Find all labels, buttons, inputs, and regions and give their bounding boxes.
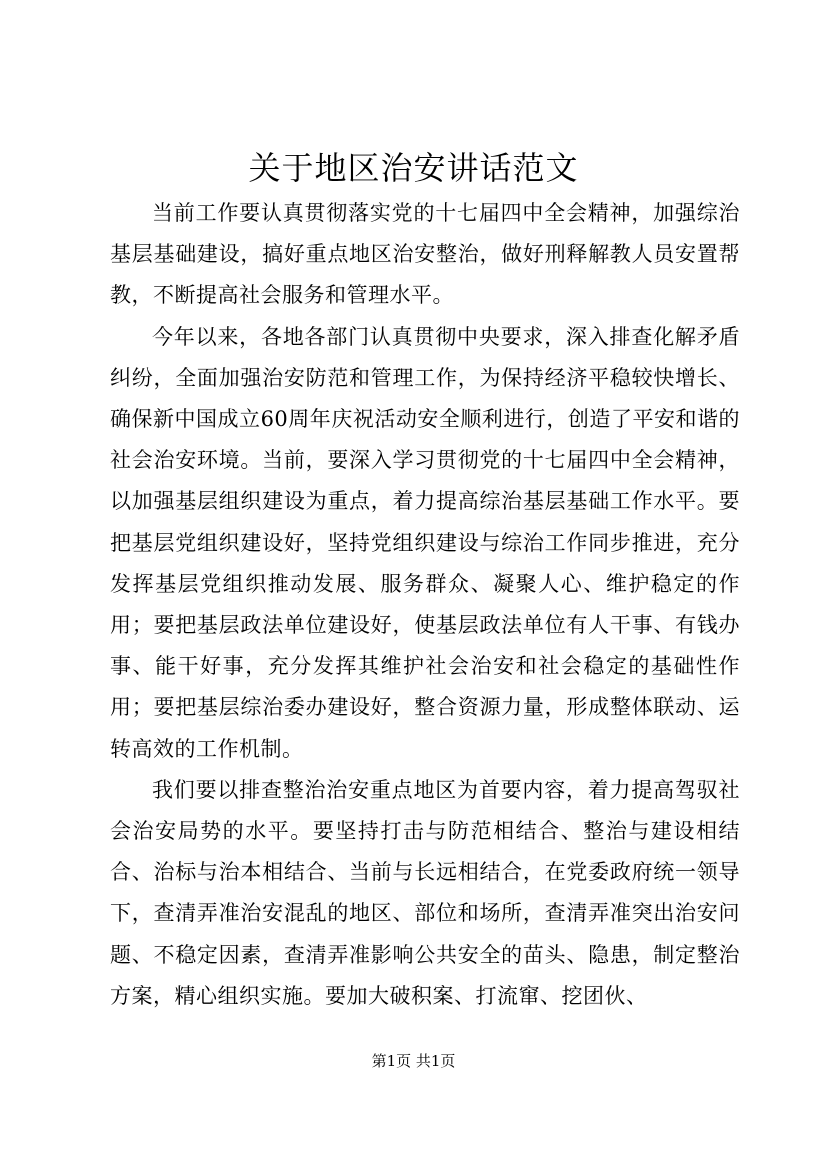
paragraph-3: 我们要以排查整治治安重点地区为首要内容，着力提高驾驭社会治安局势的水平。要坚持打击与防范相结合、整治与建设相结合、治标与治本相结合、当前与长远相结合，在党委政府统一领导下，查清弄准治安混乱的地区、部位和场所，查清弄准突出治安问题、不稳定因素，查清弄准影响公共安全的苗头、隐患，制定整治方案，精心组织实施。要加大破积案、打流窜、挖团伙、 [110, 777, 740, 1008]
document-body [110, 193, 740, 1017]
page-footer: 第1页 共1页 [371, 1052, 456, 1070]
paragraph-2: 今年以来，各地各部门认真贯彻中央要求，深入排查化解矛盾纠纷，全面加强治安防范和管理工作，为保持经济平稳较快增长、确保新中国成立60周年庆祝活动安全顺利进行，创造了平安和谐的社会治安环境。当前，要深入学习贯彻党的十七届四中全会精神，以加强基层组织建设为重点，着力提高综治基层基础工作水平。要把基层党组织建设好，坚持党组织建设与综治工作同步推进，充分发挥基层党组织推动发展、服务群众、凝聚人心、维护稳定的作用；要把基层政法单位建设好，使基层政法单位有人干事、有钱办事、能干好事，充分发挥其维护社会治安和社会稳定的基础性作用；要把基层综治委办建设好，整合资源力量，形成整体联动、运转高效的工作机制。 [110, 324, 740, 761]
document-title: 关于地区治安讲话范文 [248, 149, 579, 187]
paragraph-1: 当前工作要认真贯彻落实党的十七届四中全会精神，加强综治基层基础建设，搞好重点地区治安整治，做好刑释解教人员安置帮教，不断提高社会服务和管理水平。 [110, 201, 740, 308]
